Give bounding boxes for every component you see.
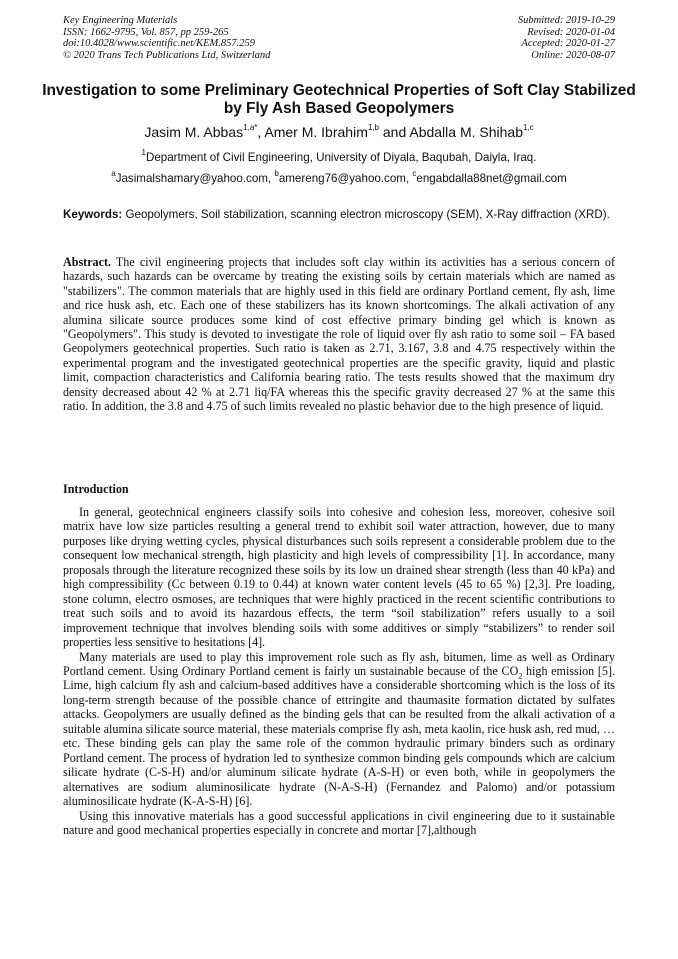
submission-dates xyxy=(518,15,615,61)
author-2: Amer M. Ibrahim xyxy=(264,124,368,140)
author-2-affil: 1,b xyxy=(367,123,379,133)
keywords xyxy=(63,208,615,223)
keywords-text: Geopolymers, Soil stabilization, scanning electron microscopy (SEM), X-Ray diffraction (XRD). xyxy=(122,208,610,221)
email-marker: a xyxy=(111,169,116,179)
author-separator: and xyxy=(378,124,410,140)
email-c: engabdalla88net@gmail.com xyxy=(416,172,567,185)
paragraph: In general, geotechnical engineers classify soils into cohesive and cohesion less, moreover, cohesive soil matrix have low size particles resulting a general trend to exhibit soil water attraction, however, due to many purposes like drying wetting cycles, physical disturbances such soils represent a considerable problem due to the consequent low mechanical strength, high plasticity and high levels of compressibility [1]. In accordance, many proposals through the literature recognized these soils by its low un drained shear strength (less than 40 kPa) and high compressibility (Cc between 0.19 to 0.44) at known water content levels (45 to 65 %) [2,3]. Pre loading, stone column, electro osmoses, are techniques that were highly practiced in the recent scientific contributions to treat such soils and to avoid its hazardous effects, the term “soil stabilization” refers usually to a soil improvement technique that involves blending soils with some additives or simply “stabilizers” to render soil properties less sensitive to hesitations [4]. xyxy=(63,505,615,650)
email-marker: b xyxy=(274,169,279,179)
paragraph-text: high emission [5]. Lime, high calcium fly ash and calcium-based additives have a considerable shortcoming which is the loss of its long-term strength because of the possible chance of ettringite and thaumasite formation dictated by sulfates attacks. Geopolymers are usually defined as the binding gels that can be resulted from the alkali activation of a suitable alumina silicate source material, these materials comprise fly ash, meta kaolin, rice husk ash, red mud, …etc. These binding gels can play the same role of the common hydraulic primary binders such as ordinary Portland cement. The process of hydration led to synthesize common binding gels compounds which are calcium silicate hydrate (C-S-H) and/or aluminum silicate hydrate (A-S-H) or even both, while in geopolymers the alternatives are sodium aluminosilicate hydrate (N-A-S-H) (Fernandez and Palomo) and/or potassium aluminosilicate hydrate (K-A-S-H) [6]. xyxy=(63,663,615,809)
author-separator: , xyxy=(257,124,265,140)
affiliation-text: Department of Civil Engineering, University of Diyala, Baqubah, Daiyla, Iraq. xyxy=(145,151,537,164)
affiliation xyxy=(20,148,658,165)
doi-line: doi:10.4028/www.scientific.net/KEM.857.259 xyxy=(63,38,255,50)
keywords-label: Keywords: xyxy=(63,208,123,221)
author-emails xyxy=(20,169,658,186)
issn-line: ISSN: 1662-9795, Vol. 857, pp 259-265 xyxy=(63,26,229,38)
email-a: Jasimalshamary@yahoo.com, xyxy=(115,172,275,185)
online-date: Online: 2020-08-07 xyxy=(531,49,615,61)
email-b: amereng76@yahoo.com, xyxy=(278,172,413,185)
revised-date: Revised: 2020-01-04 xyxy=(527,26,615,38)
copyright-line: © 2020 Trans Tech Publications Ltd, Switzerland xyxy=(63,49,271,61)
journal-info xyxy=(63,15,270,61)
accepted-date: Accepted: 2020-01-27 xyxy=(521,38,615,50)
introduction-heading: Introduction xyxy=(63,482,129,496)
paragraph: Using this innovative materials has a good successful applications in civil engineering due to it sustainable nature and good mechanical properties especially in concrete and mortar [7],although xyxy=(63,808,615,837)
author-1-affil: 1,a* xyxy=(243,123,258,133)
abstract-text: The civil engineering projects that includes soft clay within its activities has a serious concern of hazards, such hazards can be overcame by treating the existing soils by certain materials which are named as "stabilizers". The common materials that are highly used in this field are ordinary Portland cement, fly ash, lime and rice husk ash, etc. Each one of these stabilizers has its known shortcomings. The alkali activation of any alumina silicate source produces some kind of cost effective primary binding gel which is known as "Geopolymers". This study is devoted to investigate the role of liquid over fly ash ratio to some soil – FA based Geopolymers geotechnical properties. Such ratio is taken as 2.71, 3.167, 3.8 and 4.75 respectively within the experimental program and the investigated geotechnical properties are the specific gravity, liquid and plastic limit, compaction characteristics and California bearing ratio. The tests results showed that the maximum dry density decreased about 42 % at 2.71 liq/FA whereas this the specific gravity decreased 27 % at the same this ratio. In addition, the 3.8 and 4.75 of such limits revealed no plastic behavior due to the high presence of liquid. xyxy=(63,255,615,414)
author-3-affil: 1,c xyxy=(523,123,534,133)
author-list xyxy=(20,124,658,141)
author-1: Jasim M. Abbas xyxy=(144,124,244,140)
abstract-label: Abstract. xyxy=(63,255,112,269)
introduction-body xyxy=(63,505,615,837)
email-marker: c xyxy=(412,169,417,179)
submitted-date: Submitted: 2019-10-29 xyxy=(517,15,615,26)
journal-name: Key Engineering Materials xyxy=(63,15,178,26)
paragraph xyxy=(63,650,615,809)
subscript: 2 xyxy=(518,671,523,681)
paragraph-text: Many materials are used to play this improvement role such as fly ash, bitumen, lime as well as Ordinary Portland cement. Using Ordinary Portland cement is fairly un sustainable because of the CO xyxy=(63,649,615,678)
abstract xyxy=(63,255,615,413)
author-3: Abdalla M. Shihab xyxy=(409,124,523,140)
affiliation-marker: 1 xyxy=(141,148,146,158)
paper-title: Investigation to some Preliminary Geotechnical Properties of Soft Clay Stabilized by Fly Ash Based Geopolymers xyxy=(42,82,636,117)
